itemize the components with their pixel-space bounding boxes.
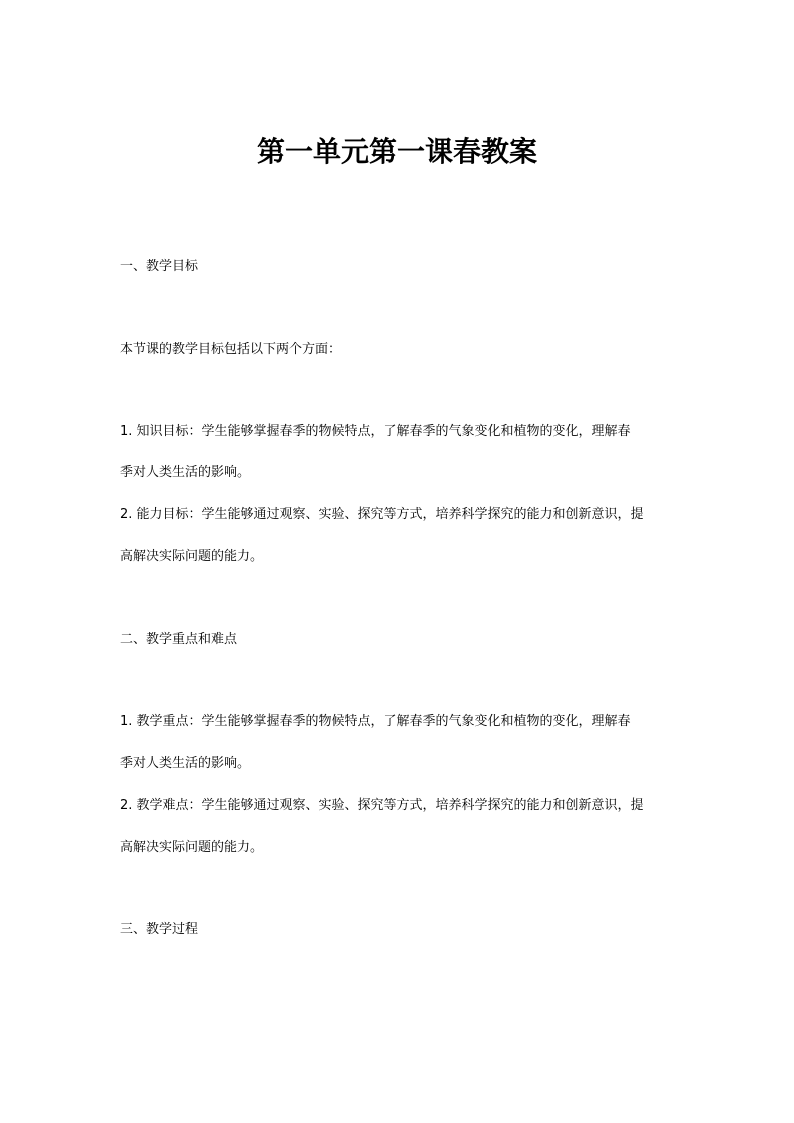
objective-knowledge-line2: 季对人类生活的影响。	[120, 465, 251, 480]
section-heading-objectives: 一、教学目标	[120, 259, 199, 274]
key-point-line1: 1. 教学重点：学生能够掌握春季的物候特点，了解春季的气象变化和植物的变化，理解春	[120, 714, 631, 729]
section-heading-key-points: 二、教学重点和难点	[120, 632, 238, 647]
key-point-line2: 季对人类生活的影响。	[120, 756, 251, 771]
objective-knowledge-line1: 1. 知识目标：学生能够掌握春季的物候特点，了解春季的气象变化和植物的变化，理解春	[120, 424, 631, 439]
difficult-point-line1: 2. 教学难点：学生能够通过观察、实验、探究等方式，培养科学探究的能力和创新意识，提	[120, 798, 644, 813]
objective-ability-line1: 2. 能力目标：学生能够通过观察、实验、探究等方式，培养科学探究的能力和创新意识，提	[120, 507, 644, 522]
section-heading-process: 三、教学过程	[120, 922, 199, 937]
objective-ability-line2: 高解决实际问题的能力。	[120, 549, 264, 564]
difficult-point-line2: 高解决实际问题的能力。	[120, 840, 264, 855]
objectives-intro: 本节课的教学目标包括以下两个方面：	[120, 342, 342, 357]
document-title: 第一单元第一课春教案	[256, 135, 537, 168]
